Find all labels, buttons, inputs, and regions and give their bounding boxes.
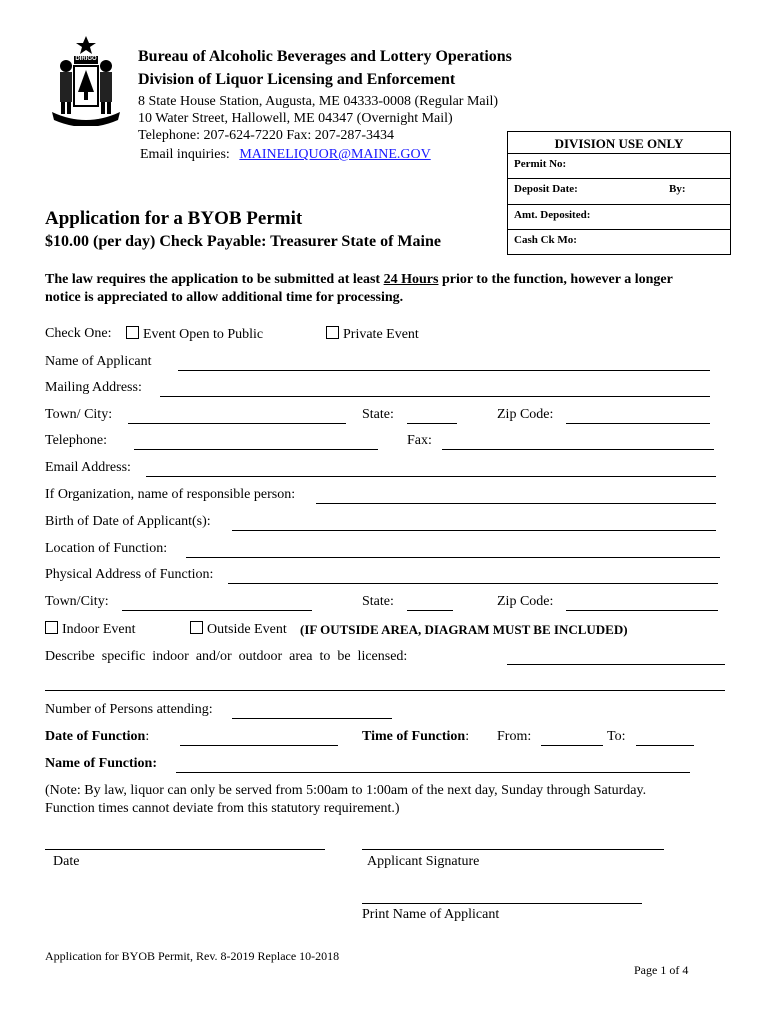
zip-code-2-label: Zip Code: bbox=[497, 594, 554, 609]
event-open-label: Event Open to Public bbox=[143, 327, 264, 342]
notice-line-1 bbox=[45, 272, 673, 288]
division-use-only-box bbox=[507, 131, 731, 255]
email-inquiries bbox=[140, 147, 431, 163]
address-regular: 8 State House Station, Augusta, ME 04333-0008 (Regular Mail) bbox=[138, 94, 499, 109]
to-label: To: bbox=[607, 729, 626, 744]
event-open-option[interactable] bbox=[126, 326, 263, 343]
physical-address-label: Physical Address of Function: bbox=[45, 567, 214, 582]
address-overnight: 10 Water Street, Hallowell, ME 04347 (Overnight Mail) bbox=[138, 111, 453, 126]
state-2-field[interactable] bbox=[407, 610, 453, 611]
permit-no-label: Permit No: bbox=[514, 158, 567, 170]
notice-line-2: notice is appreciated to allow additional time for processing. bbox=[45, 290, 404, 305]
mailing-address-label: Mailing Address: bbox=[45, 380, 142, 395]
checkbox-icon[interactable] bbox=[326, 326, 339, 339]
telephone-field[interactable] bbox=[134, 449, 378, 450]
notice-text-a: The law requires the application to be submitted at least bbox=[45, 272, 384, 287]
checkbox-icon[interactable] bbox=[45, 621, 58, 634]
physical-address-field[interactable] bbox=[228, 583, 718, 584]
num-persons-field[interactable] bbox=[232, 718, 392, 719]
zip-code-field[interactable] bbox=[566, 423, 710, 424]
outside-event-label: Outside Event bbox=[207, 622, 287, 637]
private-event-label: Private Event bbox=[343, 327, 419, 342]
describe-area-field-1[interactable] bbox=[507, 664, 725, 665]
applicant-signature-field[interactable] bbox=[362, 849, 664, 850]
notice-text-b: prior to the function, however a longer bbox=[438, 272, 673, 287]
describe-area-label: Describe specific indoor and/or outdoor area to be licensed: bbox=[45, 649, 408, 664]
org-line-1: Bureau of Alcoholic Beverages and Lottery Operations bbox=[138, 48, 512, 65]
checkbox-icon[interactable] bbox=[126, 326, 139, 339]
notice-hours: 24 Hours bbox=[383, 272, 439, 287]
birth-date-label: Birth of Date of Applicant(s): bbox=[45, 514, 211, 529]
maine-state-seal bbox=[44, 34, 128, 126]
location-label: Location of Function: bbox=[45, 541, 168, 556]
name-applicant-label: Name of Applicant bbox=[45, 354, 152, 369]
revision-footer: Application for BYOB Permit, Rev. 8-2019 Replace 10-2018 bbox=[45, 949, 340, 963]
note-line-2: Function times cannot deviate from this statutory requirement.) bbox=[45, 801, 400, 816]
telephone-label: Telephone: bbox=[45, 433, 107, 448]
state-2-label: State: bbox=[362, 594, 394, 609]
fax-field[interactable] bbox=[442, 449, 714, 450]
num-persons-label: Number of Persons attending: bbox=[45, 702, 213, 717]
email-address-field[interactable] bbox=[146, 476, 716, 477]
to-field[interactable] bbox=[636, 745, 694, 746]
name-applicant-field[interactable] bbox=[178, 370, 710, 371]
zip-code-2-field[interactable] bbox=[566, 610, 718, 611]
date-function-text: Date of Function bbox=[45, 729, 146, 744]
email-address-label: Email Address: bbox=[45, 460, 131, 475]
date-signature-label: Date bbox=[53, 854, 80, 869]
print-name-label: Print Name of Applicant bbox=[362, 907, 500, 922]
zip-code-label: Zip Code: bbox=[497, 407, 554, 422]
name-function-field[interactable] bbox=[176, 772, 690, 773]
page-number: Page 1 of 4 bbox=[634, 963, 689, 977]
time-function-label: Time of Function: bbox=[362, 729, 470, 744]
location-field[interactable] bbox=[186, 557, 720, 558]
birth-date-field[interactable] bbox=[232, 530, 716, 531]
division-box-title: DIVISION USE ONLY bbox=[554, 136, 684, 151]
form-title: Application for a BYOB Permit bbox=[45, 208, 303, 229]
telephone-fax: Telephone: 207-624-7220 Fax: 207-287-3434 bbox=[138, 128, 395, 143]
date-function-label: Date of Function: bbox=[45, 729, 150, 744]
checkbox-icon[interactable] bbox=[190, 621, 203, 634]
outside-event-option[interactable] bbox=[190, 621, 287, 638]
state-field[interactable] bbox=[407, 423, 457, 424]
deposit-date-label: Deposit Date: bbox=[514, 183, 578, 195]
town-city-2-label: Town/City: bbox=[45, 594, 109, 609]
org-line-2: Division of Liquor Licensing and Enforcement bbox=[138, 71, 456, 88]
org-person-field[interactable] bbox=[316, 503, 716, 504]
by-label: By: bbox=[669, 183, 686, 195]
fax-label: Fax: bbox=[407, 433, 432, 448]
describe-area-field-2[interactable] bbox=[45, 690, 725, 691]
date-signature-field[interactable] bbox=[45, 849, 325, 850]
print-name-field[interactable] bbox=[362, 903, 642, 904]
from-label: From: bbox=[497, 729, 532, 744]
check-one-label: Check One: bbox=[45, 326, 112, 341]
applicant-signature-label: Applicant Signature bbox=[367, 854, 480, 869]
cash-ck-mo-label: Cash Ck Mo: bbox=[514, 234, 577, 246]
name-function-label: Name of Function: bbox=[45, 756, 157, 771]
indoor-event-option[interactable] bbox=[45, 621, 135, 638]
fee-line: $10.00 (per day) Check Payable: Treasurer State of Maine bbox=[45, 233, 441, 250]
time-function-text: Time of Function bbox=[362, 729, 466, 744]
seal-motto-text: DIRIGO bbox=[75, 56, 97, 62]
seal-banner-text: MAINE bbox=[73, 112, 99, 121]
from-field[interactable] bbox=[541, 745, 603, 746]
date-function-field[interactable] bbox=[180, 745, 338, 746]
email-link[interactable]: MAINELIQUOR@MAINE.GOV bbox=[239, 147, 431, 162]
private-event-option[interactable] bbox=[326, 326, 419, 343]
amt-deposited-label: Amt. Deposited: bbox=[514, 209, 591, 221]
indoor-event-label: Indoor Event bbox=[62, 622, 136, 637]
state-label: State: bbox=[362, 407, 394, 422]
note-line-1: (Note: By law, liquor can only be served from 5:00am to 1:00am of the next day, Sunday through Saturday. bbox=[45, 783, 647, 798]
email-label: Email inquiries: bbox=[140, 147, 230, 162]
town-city-field[interactable] bbox=[128, 423, 346, 424]
mailing-address-field[interactable] bbox=[160, 396, 710, 397]
town-city-2-field[interactable] bbox=[122, 610, 312, 611]
org-person-label: If Organization, name of responsible person: bbox=[45, 487, 296, 502]
outside-diagram-note: (IF OUTSIDE AREA, DIAGRAM MUST BE INCLUDED) bbox=[300, 622, 628, 637]
town-city-label: Town/ City: bbox=[45, 407, 113, 422]
